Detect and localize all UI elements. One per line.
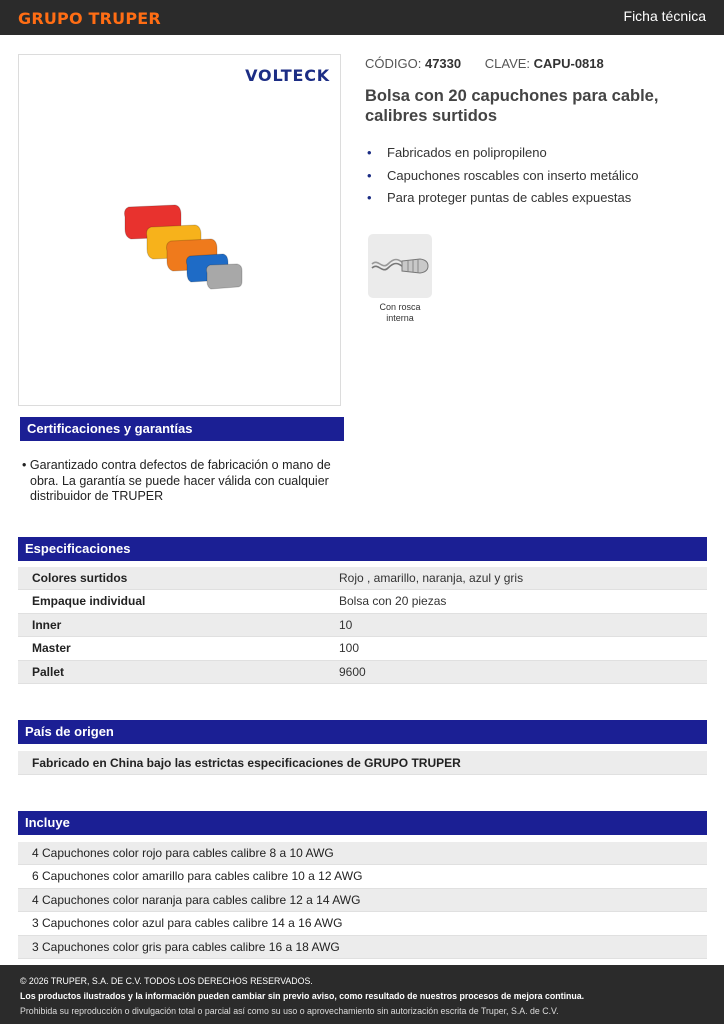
document-type-label: Ficha técnica [623,8,706,24]
spec-key: Pallet [32,664,65,679]
wire-cap-icon [368,234,432,298]
notice-text: Los productos ilustrados y la información pueden cambiar sin previo aviso, como resultado de nuestros procesos de mejora continua. [20,991,585,1001]
list-item: 4 Capuchones color naranja para cables calibre 12 a 14 AWG [18,889,707,912]
list-item: 6 Capuchones color amarillo para cables calibre 10 a 12 AWG [18,865,707,888]
spec-key: Master [32,641,71,656]
spec-value: 100 [339,641,360,656]
top-bar [0,0,724,35]
origin-header: País de origen [18,720,707,744]
list-item: 4 Capuchones color rojo para cables calibre 8 a 10 AWG [18,842,707,865]
product-title: Bolsa con 20 capuchones para cable, calibres surtidos [365,87,659,125]
product-codes [365,56,604,71]
table-row [18,614,707,637]
certifications-header: Certificaciones y garantías [20,417,344,441]
list-item: 3 Capuchones color azul para cables calibre 14 a 16 AWG [18,912,707,935]
internal-thread-label: Con rosca interna [379,302,421,323]
bullet-icon: • [367,190,372,205]
spec-value: 9600 [339,664,366,679]
spec-value: Bolsa con 20 piezas [339,594,447,609]
includes-list [18,842,707,959]
bullet-icon: • [367,145,372,160]
internal-thread-badge [368,234,432,298]
includes-header: Incluye [18,811,707,835]
volteck-logo: VOLTECK [245,66,330,85]
table-row [18,567,707,590]
table-row [18,637,707,660]
table-row [18,590,707,613]
bullet-icon: • [367,167,372,183]
cap-gray [206,264,242,289]
product-image-frame [18,54,341,406]
table-row [18,661,707,684]
codigo-label: CÓDIGO: [365,56,422,71]
feature-item: • Capuchones roscables con inserto metálico [367,167,639,183]
spec-key: Empaque individual [32,594,146,609]
list-item: 3 Capuchones color gris para cables calibre 16 a 18 AWG [18,936,707,959]
spec-value: 10 [339,617,353,632]
clave-value: CAPU-0818 [533,56,604,71]
spec-key: Colores surtidos [32,571,128,585]
origin-text: Fabricado en China bajo las estrictas especificaciones de GRUPO TRUPER [18,751,707,775]
spec-key: Inner [32,617,62,632]
warranty-text: • Garantizado contra defectos de fabricación o mano de obra. La garantía se puede hacer válida con cualquier distribuidor de TRUPER [22,458,331,503]
specifications-header: Especificaciones [18,537,707,561]
specifications-table [18,567,707,684]
copyright-text: © 2026 TRUPER, S.A. DE C.V. TODOS LOS DERECHOS RESERVADOS. [20,976,313,986]
codigo-value: 47330 [424,56,462,71]
prohibition-text: Prohibida su reproducción o divulgación total o parcial así como su uso o aprovechamiento sin autorización escrita de Truper, S.A. de C.V. [20,1006,559,1016]
feature-item: • Para proteger puntas de cables expuestas [367,190,632,205]
product-image [119,203,249,295]
footer [0,965,724,1024]
clave-label: CLAVE: [484,56,531,71]
feature-list [365,145,638,213]
spec-value: Rojo , amarillo, naranja, azul y gris [339,571,524,585]
brand-logo: GRUPO TRUPER [18,9,161,28]
feature-item: • Fabricados en polipropileno [367,145,547,160]
